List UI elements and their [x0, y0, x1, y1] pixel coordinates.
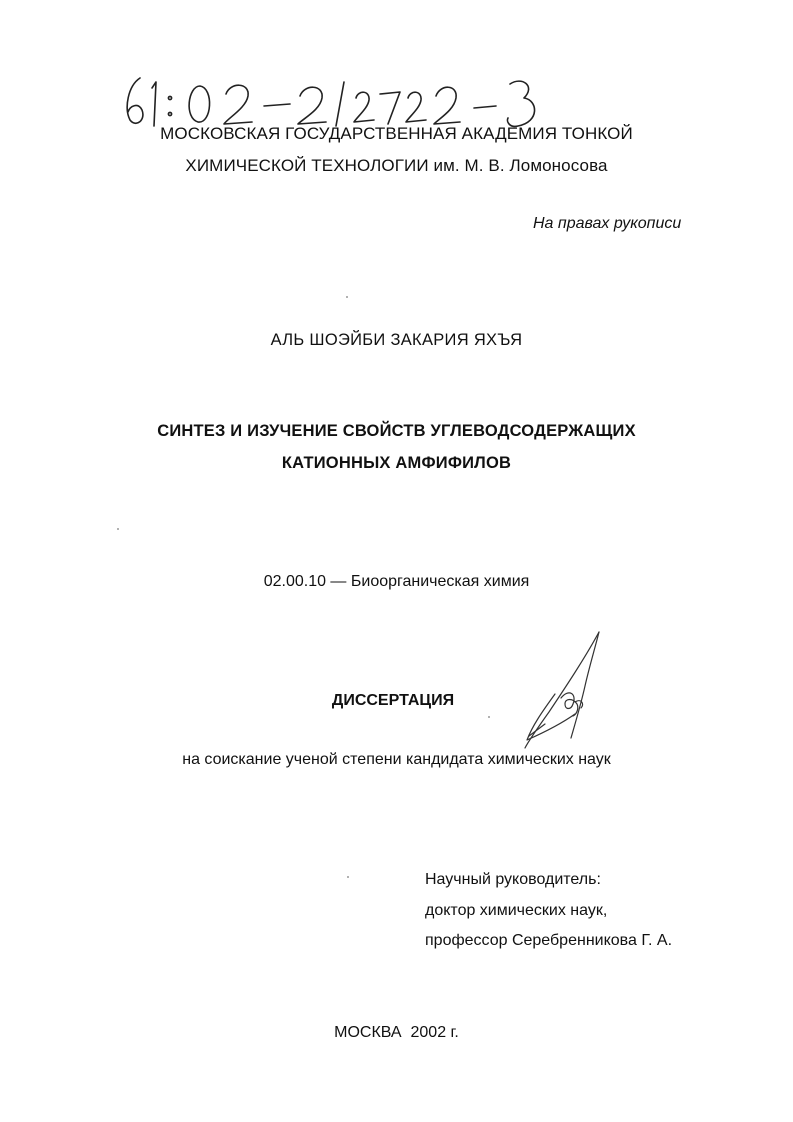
specialty: 02.00.10 — Биоорганическая химия [263, 573, 530, 590]
supervisor-name: профессор Серебренникова Г. А. [425, 932, 673, 949]
supervisor-label: Научный руководитель: [425, 871, 601, 888]
scan-speck [488, 716, 490, 718]
degree-statement: на соискание ученой степени кандидата химических наук [182, 751, 611, 768]
scan-speck [346, 296, 348, 298]
supervisor-degree: доктор химических наук, [425, 902, 608, 919]
author-name: АЛЬ ШОЭЙБИ ЗАКАРИЯ ЯХЪЯ [270, 331, 523, 349]
signature [515, 628, 605, 758]
title-line-2: КАТИОННЫХ АМФИФИЛОВ [281, 454, 512, 472]
scan-speck [117, 528, 119, 530]
institution-line-1: МОСКОВСКАЯ ГОСУДАРСТВЕННАЯ АКАДЕМИЯ ТОНКОЙ [160, 124, 633, 143]
title-line-1: СИНТЕЗ И ИЗУЧЕНИЕ СВОЙСТВ УГЛЕВОДСОДЕРЖАЩИХ [157, 422, 636, 440]
rights-note: На правах рукописи [533, 215, 682, 232]
document-type: ДИССЕРТАЦИЯ [331, 692, 455, 709]
institution-line-2: ХИМИЧЕСКОЙ ТЕХНОЛОГИИ им. М. В. Ломоносова [185, 156, 608, 175]
handwritten-archive-code [118, 68, 548, 132]
scan-speck [347, 876, 349, 878]
city-year: МОСКВА 2002 г. [334, 1024, 459, 1041]
